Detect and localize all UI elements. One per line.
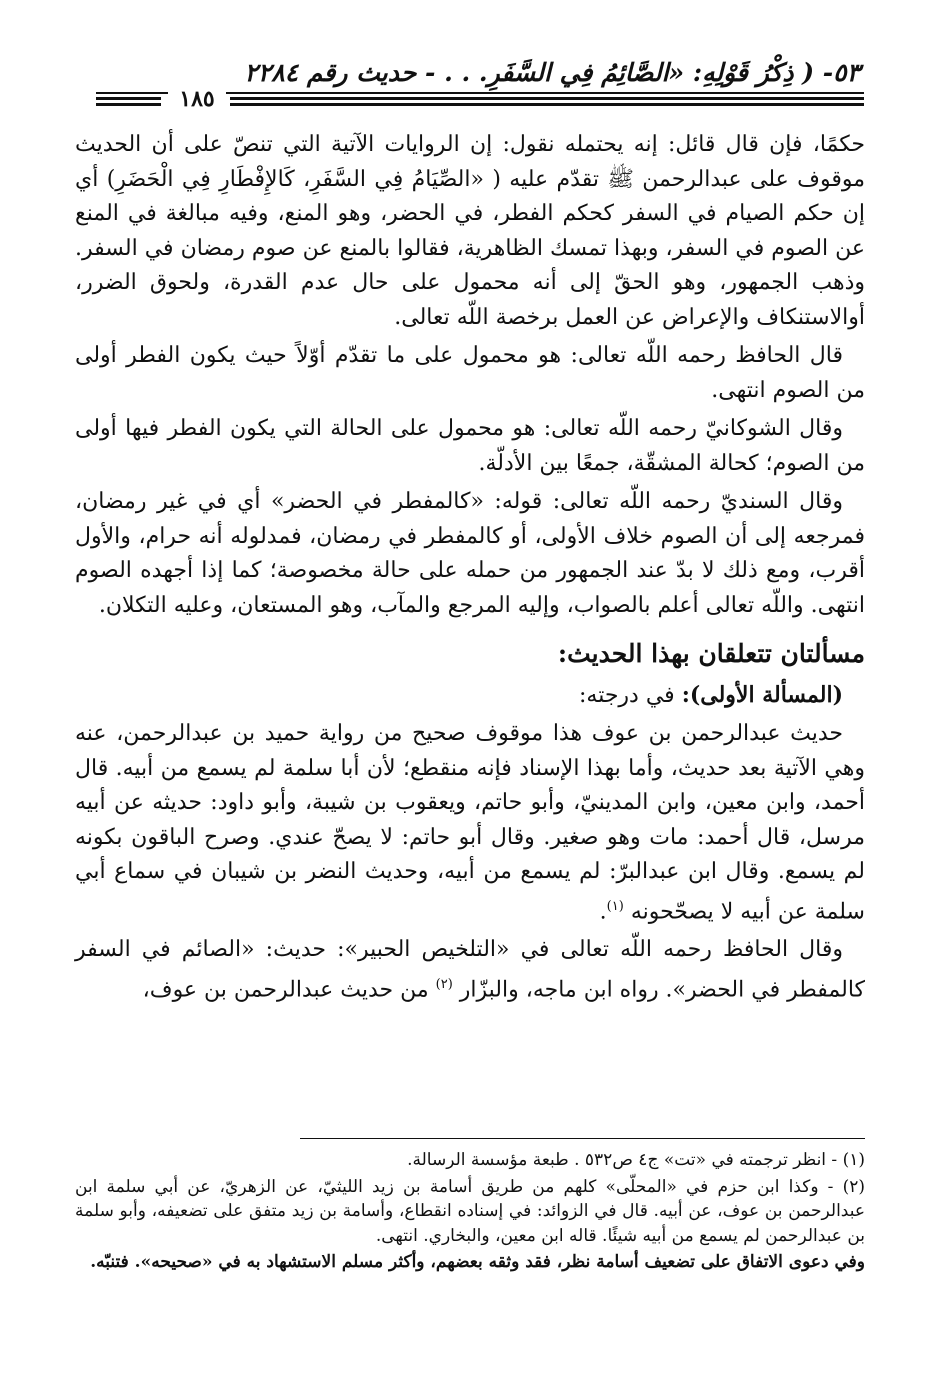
section-heading: مسألتان تتعلقان بهذا الحديث: [557,639,865,668]
issue-line [75,678,865,714]
paragraph-text: من حديث عبدالرحمن بن عوف، [142,977,429,1003]
paragraph-text: وقال الحافظ رحمه اللّه تعالى في «التلخيص الحبير»: حديث: «الصائم في السفر كالمفطر في الحضر». رواه ابن ماجه، والبزّار [75,937,865,1003]
period: . [599,898,607,924]
header-rule-double [230,103,864,106]
footnote: وفي دعوى الاتفاق على تضعيف أسامة نظر، فقد وثقه بعضهم، وأكثر مسلم الاستشهاد به في «صحيحه». فتنبّه. [90,1252,865,1272]
footnote-ref: (١) [606,898,624,914]
page-number: ١٨٥ [168,86,226,112]
header-rule-double [230,97,864,100]
footnote-separator [300,1138,865,1139]
paragraph: قال الحافظ رحمه اللّه تعالى: هو محمول على ما تقدّم أوّلاً حيث يكون الفطر أولى من الصوم انتهى. [75,343,865,403]
header-rule-double [96,97,161,100]
footnotes [75,1148,865,1277]
paragraph-text: حديث عبدالرحمن بن عوف هذا موقوف صحيح من رواية حميد بن عبدالرحمن، عنه وهي الآتية بعد حديث، وأما بهذا الإسناد فإنه منقطع؛ لأن أبا سلمة لم يسمع من أبيه. قال أحمد، وابن معين، وابن المدينيّ، وأبو حاتم، ويعقوب بن شيبة، وأبو داود: حديثه عن أبيه مرسل، قال أحمد: مات وهو صغير. وقال أبو حاتم: لا يصحّ عندي. وصرح الباقون بكونه لم يسمع. وقال ابن عبدالبرّ: لم يسمع من أبيه، وحديث النضر بن شيبان في سماع أبي سلمة عن أبيه لا يصحّحونه [75,721,865,924]
main-text [75,128,865,1012]
issue-label: (المسألة الأولى): [681,681,843,708]
footnote: (١) - انظر ترجمته في «تت» ج٤ ص٥٣٢ . طبعة مؤسسة الرسالة. [407,1150,865,1170]
issue-text: في درجته: [578,682,675,708]
footnote: (٢) - وكذا ابن حزم في «المحلّى» كلهم من طريق أسامة بن زيد الليثيّ، عن الزهريّ، عن أبي سلمة ابن عبدالرحمن بن عوف، عن أبيه. قال في الزوائد: في إسناده انقطاع، وأسامة بن زيد متفق على تضعيفه، وأبو سلمة بن عبدالرحمن لم يسمع من أبيه شيئًا. قاله ابن معين، والبخاري. انتهى. [75,1176,865,1246]
paragraph [75,717,865,929]
paragraph: حكمًا، فإن قال قائل: إنه يحتمله نقول: إن الروايات الآتية التي تنصّ على أن الحديث موقوف على عبدالرحمن ﷺ تقدّم عليه ( «الصِّيَامُ فِي السَّفَرِ، كَالإِفْطَارِ فِي الْحَضَرِ) أي إن حكم الصيام في السفر كحكم الفطر، في الحضر، وهو المنع، وفيه مبالغة في المنع عن الصوم في السفر، وبهذا تمسك الظاهرية، فقالوا بالمنع عن صوم رمضان في السفر. وذهب الجمهور، وهو الحقّ إلى أنه محمول على حال عدم القدرة، ولحوق الضرر، أوالاستنكاف والإعراض عن العمل برخصة اللّه تعالى. [75,132,865,330]
paragraph: وقال السنديّ رحمه اللّه تعالى: قوله: «كالمفطر في الحضر» أي في غير رمضان، فمرجعه إلى أن الصوم خلاف الأولى، أو كالمفطر في رمضان، فمدلوله أنه حرام، والأول أقرب، ومع ذلك لا بدّ عند الجمهور من حمله على حالة مخصوصة؛ كما إذا أجهده الصوم انتهى. واللّه تعالى أعلم بالصواب، وإليه المرجع والمآب، وهو المستعان، وعليه التكلان. [75,489,865,618]
running-title: ٥٣- ( ذِكْرُ قَوْلِهِ: «الصَّائِمُ فِي السَّفَرِ. . . - حديث رقم ٢٢٨٤ [244,58,860,87]
paragraph [75,933,865,1007]
footnote-ref: (٢) [435,976,453,992]
paragraph: وقال الشوكانيّ رحمه اللّه تعالى: هو محمول على الحالة التي يكون الفطر فيها أولى من الصوم؛ كحالة المشقّة، جمعًا بين الأدلّة. [75,416,865,476]
header-rule-double [96,103,161,106]
